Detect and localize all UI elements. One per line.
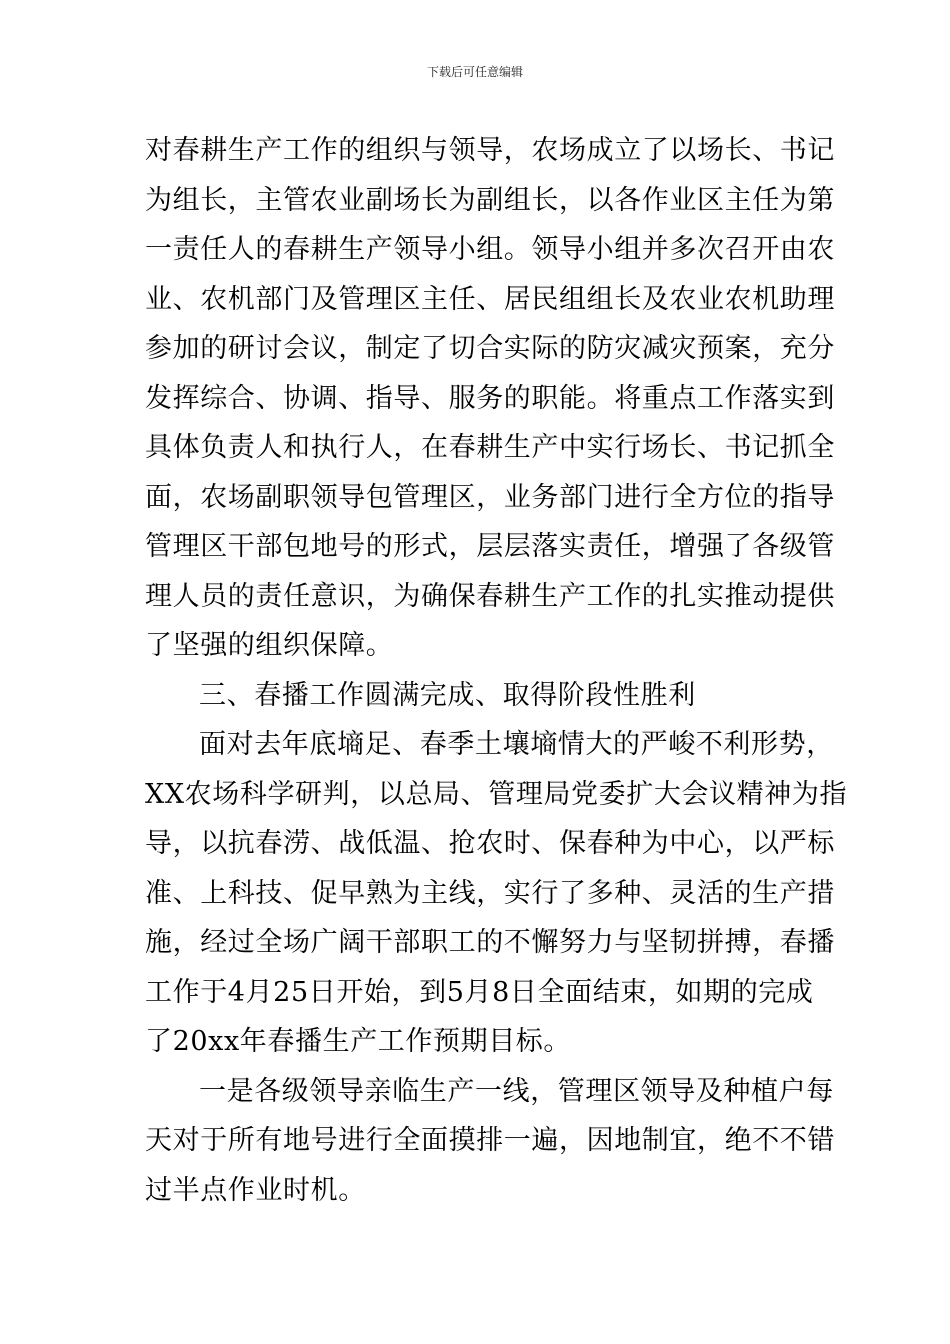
text-line: 了20xx年春播生产工作预期目标。 xyxy=(145,1026,572,1057)
text-line: 理人员的责任意识，为确保春耕生产工作的扎实推动提供 xyxy=(145,580,835,612)
text-line: 对春耕生产工作的组织与领导，农场成立了以场长、书记 xyxy=(145,135,835,166)
text-line: 管理区干部包地号的形式，层层落实责任，增强了各级管 xyxy=(145,531,835,562)
text-line: 一是各级领导亲临生产一线，管理区领导及种植户每 xyxy=(199,1075,834,1107)
text-line: 面对去年底墒足、春季土壤墒情大的严峻不利形势， xyxy=(199,729,834,760)
text-line: 天对于所有地号进行全面摸排一遍，因地制宜，绝不不错 xyxy=(145,1125,835,1156)
text-line: 准、上科技、促早熟为主线，实行了多种、灵活的生产措 xyxy=(145,877,835,909)
text-line: 业、农机部门及管理区主任、居民组组长及农业农机助理 xyxy=(145,283,835,315)
text-line: 发挥综合、协调、指导、服务的职能。将重点工作落实到 xyxy=(145,382,835,414)
text-line: XX农场科学研判，以总局、管理局党委扩大会议精神为指 xyxy=(145,778,848,810)
text-line: 导，以抗春涝、战低温、抢农时、保春种为中心，以严标 xyxy=(145,828,835,859)
text-line: 为组长，主管农业副场长为副组长，以各作业区主任为第 xyxy=(145,184,835,216)
document-body xyxy=(145,126,848,1215)
text-line: 过半点作业时机。 xyxy=(145,1174,366,1206)
text-line: 具体负责人和执行人，在春耕生产中实行场长、书记抓全 xyxy=(145,432,835,463)
section-heading: 三、春播工作圆满完成、取得阶段性胜利 xyxy=(199,679,696,711)
text-line: 一责任人的春耕生产领导小组。领导小组并多次召开由农 xyxy=(145,234,835,265)
text-line: 了坚强的组织保障。 xyxy=(145,630,394,661)
text-line: 工作于4月25日开始，到5月8日全面结束，如期的完成 xyxy=(145,976,814,1008)
page-header: 下载后可任意编辑 xyxy=(426,65,523,79)
text-line: 施，经过全场广阔干部职工的不懈努力与坚韧拼搏，春播 xyxy=(145,927,835,958)
text-line: 参加的研讨会议，制定了切合实际的防灾减灾预案，充分 xyxy=(145,333,835,364)
text-line: 面，农场副职领导包管理区，业务部门进行全方位的指导 xyxy=(145,481,835,513)
